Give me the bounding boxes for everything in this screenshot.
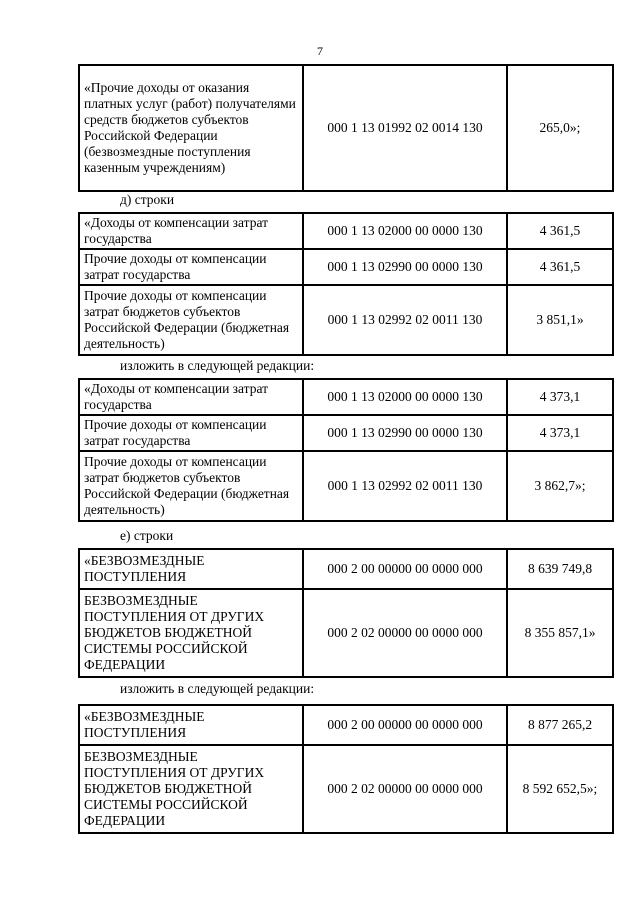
income-table-continued xyxy=(78,64,614,192)
table-e-old xyxy=(78,548,614,678)
page-number: 7 xyxy=(317,44,323,58)
row-code: 000 2 02 00000 00 0000 000 xyxy=(303,745,507,833)
row-code: 000 1 13 02000 00 0000 130 xyxy=(303,379,507,415)
row-code: 000 1 13 01992 02 0014 130 xyxy=(303,65,507,191)
edit-label: изложить в следующей редакции: xyxy=(120,681,315,696)
table-row xyxy=(79,285,613,355)
row-code: 000 1 13 02992 02 0011 130 xyxy=(303,451,507,521)
row-amount: 8 877 265,2 xyxy=(507,705,613,745)
row-amount: 3 862,7»; xyxy=(507,451,613,521)
table-d-old xyxy=(78,212,614,356)
row-name: «Прочие доходы от оказания платных услуг (работ) получателями средств бюджетов субъектов Российской Федерации (безвозмездные поступления казенным учреждениям) xyxy=(79,65,303,191)
row-name: Прочие доходы от компенсации затрат государства xyxy=(79,415,303,451)
row-amount: 8 592 652,5»; xyxy=(507,745,613,833)
row-name: Прочие доходы от компенсации затрат государства xyxy=(79,249,303,285)
table-row xyxy=(79,745,613,833)
row-amount: 8 639 749,8 xyxy=(507,549,613,589)
row-name: БЕЗВОЗМЕЗДНЫЕ ПОСТУПЛЕНИЯ ОТ ДРУГИХ БЮДЖЕТОВ БЮДЖЕТНОЙ СИСТЕМЫ РОССИЙСКОЙ ФЕДЕРАЦИИ xyxy=(79,589,303,677)
section-d-label: д) строки xyxy=(120,192,175,207)
table-row xyxy=(79,549,613,589)
table-row xyxy=(79,213,613,249)
row-name: «БЕЗВОЗМЕЗДНЫЕ ПОСТУПЛЕНИЯ xyxy=(79,705,303,745)
row-name: БЕЗВОЗМЕЗДНЫЕ ПОСТУПЛЕНИЯ ОТ ДРУГИХ БЮДЖЕТОВ БЮДЖЕТНОЙ СИСТЕМЫ РОССИЙСКОЙ ФЕДЕРАЦИИ xyxy=(79,745,303,833)
row-code: 000 1 13 02990 00 0000 130 xyxy=(303,415,507,451)
table-row xyxy=(79,589,613,677)
row-name: «Доходы от компенсации затрат государства xyxy=(79,379,303,415)
row-code: 000 1 13 02000 00 0000 130 xyxy=(303,213,507,249)
row-amount: 4 361,5 xyxy=(507,213,613,249)
section-e-label: е) строки xyxy=(120,528,174,543)
row-amount: 4 361,5 xyxy=(507,249,613,285)
row-amount: 8 355 857,1» xyxy=(507,589,613,677)
row-code: 000 2 02 00000 00 0000 000 xyxy=(303,589,507,677)
row-name: Прочие доходы от компенсации затрат бюджетов субъектов Российской Федерации (бюджетная деятельность) xyxy=(79,285,303,355)
row-code: 000 2 00 00000 00 0000 000 xyxy=(303,549,507,589)
table-row xyxy=(79,249,613,285)
row-name: Прочие доходы от компенсации затрат бюджетов субъектов Российской Федерации (бюджетная деятельность) xyxy=(79,451,303,521)
table-row xyxy=(79,65,613,191)
table-row xyxy=(79,451,613,521)
table-d-new xyxy=(78,378,614,522)
row-amount: 265,0»; xyxy=(507,65,613,191)
row-amount: 4 373,1 xyxy=(507,415,613,451)
row-amount: 4 373,1 xyxy=(507,379,613,415)
edit-label: изложить в следующей редакции: xyxy=(120,358,315,373)
table-row xyxy=(79,705,613,745)
row-amount: 3 851,1» xyxy=(507,285,613,355)
table-row xyxy=(79,415,613,451)
table-e-new xyxy=(78,704,614,834)
row-name: «Доходы от компенсации затрат государства xyxy=(79,213,303,249)
row-code: 000 1 13 02990 00 0000 130 xyxy=(303,249,507,285)
row-code: 000 2 00 00000 00 0000 000 xyxy=(303,705,507,745)
table-row xyxy=(79,379,613,415)
row-name: «БЕЗВОЗМЕЗДНЫЕ ПОСТУПЛЕНИЯ xyxy=(79,549,303,589)
row-code: 000 1 13 02992 02 0011 130 xyxy=(303,285,507,355)
